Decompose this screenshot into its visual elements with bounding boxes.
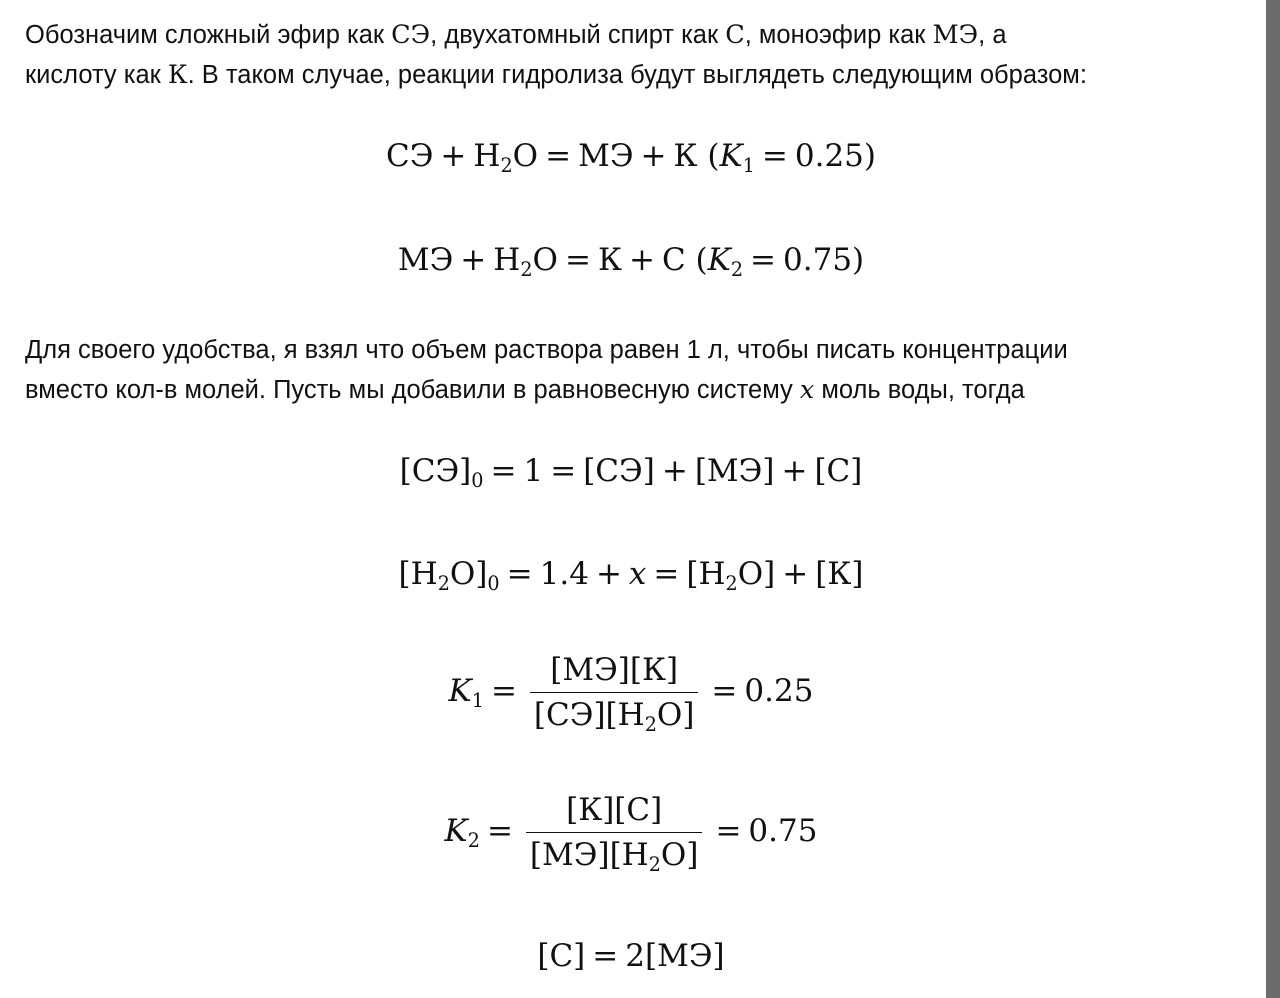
math-token: (	[695, 242, 708, 278]
math-token: H	[493, 242, 521, 278]
math-token: +	[782, 556, 809, 592]
assumption-line-1: Для своего удобства, я взял что объем раствора равен 1 л, чтобы писать концентрации	[25, 336, 1068, 364]
math-token: [К]	[815, 556, 864, 592]
equation-hydrolysis-2	[0, 242, 1262, 281]
math-token: [С]	[537, 938, 586, 974]
math-token: 0	[471, 468, 484, 492]
math-token: 2	[648, 852, 661, 876]
math-token: O	[532, 242, 558, 278]
math-token: 2	[467, 828, 480, 852]
math-token: [СЭ]	[583, 453, 655, 489]
math-token: 1	[523, 453, 544, 489]
fraction-k1	[530, 652, 699, 736]
math-token: =	[750, 242, 777, 278]
math-token: =	[564, 242, 591, 278]
equation-alcohol-monoester-ratio	[0, 938, 1262, 974]
intro-text: . В таком случае, реакции гидролиза будут выглядеть следующим образом:	[187, 61, 1087, 89]
assumption-paragraph	[25, 330, 1259, 410]
math-token: O]	[449, 556, 488, 592]
math-token: =	[490, 673, 517, 709]
math-token: 0.25	[744, 673, 814, 709]
math-token: =	[761, 138, 788, 174]
math-token: +	[661, 453, 688, 489]
equation-hydrolysis-1	[0, 138, 1262, 177]
math-token: К	[597, 242, 622, 278]
fraction-denominator	[526, 833, 703, 876]
math-token: 2	[625, 938, 645, 974]
intro-text: , двухатомный спирт как	[430, 21, 726, 49]
assumption-line-2	[25, 370, 1259, 410]
fraction-numerator: [МЭ][К]	[530, 652, 699, 693]
math-ester: СЭ	[391, 20, 431, 50]
math-token: 1.4	[539, 556, 589, 592]
math-token: =	[592, 938, 619, 974]
math-token: x	[628, 556, 647, 592]
math-variable-x: x	[799, 375, 815, 405]
math-token: =	[711, 673, 738, 709]
math-token: O	[512, 138, 539, 174]
math-token: =	[653, 556, 680, 592]
fraction-k2	[526, 792, 703, 876]
equation-k1-expression	[0, 652, 1262, 736]
math-token: K	[448, 673, 472, 709]
math-token: =	[715, 813, 742, 849]
math-token: O]	[737, 556, 776, 592]
math-token: 1	[471, 688, 484, 712]
math-token: [МЭ][H	[529, 837, 649, 873]
assumption-text: вместо кол-в молей. Пусть мы добавили в равновесную систему	[25, 376, 800, 404]
math-token: СЭ	[385, 138, 434, 174]
math-token: O]	[660, 837, 699, 873]
fraction-numerator: [К][С]	[526, 792, 703, 833]
math-alcohol: С	[725, 20, 745, 50]
math-token: 1	[742, 153, 755, 177]
math-token: H	[473, 138, 501, 174]
math-token: 2	[520, 257, 533, 281]
intro-line-1	[25, 15, 1259, 55]
equation-water-balance	[0, 556, 1262, 595]
math-token: =	[550, 453, 577, 489]
math-token: [С]	[814, 453, 863, 489]
math-token: С	[661, 242, 686, 278]
math-token: [МЭ]	[694, 453, 775, 489]
math-token: K	[719, 138, 743, 174]
math-monoester: МЭ	[932, 20, 979, 50]
math-token: +	[640, 138, 667, 174]
math-token: [МЭ]	[644, 938, 725, 974]
math-token: +	[440, 138, 467, 174]
math-token: [СЭ]	[399, 453, 472, 489]
math-token: 0	[487, 571, 500, 595]
math-token: =	[490, 453, 517, 489]
intro-text: кислоту как	[25, 61, 168, 89]
math-token: МЭ	[397, 242, 454, 278]
equation-ester-balance	[0, 453, 1262, 492]
math-token: =	[545, 138, 572, 174]
math-token: K	[707, 242, 731, 278]
math-token: =	[486, 813, 513, 849]
math-token: К	[673, 138, 698, 174]
math-token: 2	[437, 571, 450, 595]
intro-text: , моноэфир как	[744, 21, 933, 49]
equation-k2-expression	[0, 792, 1262, 876]
fraction-denominator	[530, 693, 699, 736]
math-token: 2	[644, 712, 657, 736]
intro-line-2	[25, 55, 1259, 95]
math-token: 0.25	[794, 138, 864, 174]
assumption-text: моль воды, тогда	[814, 376, 1025, 404]
math-token: O]	[656, 697, 695, 733]
math-token: [H	[398, 556, 438, 592]
math-token: +	[595, 556, 622, 592]
intro-text: Обозначим сложный эфир как	[25, 21, 392, 49]
intro-paragraph	[25, 15, 1259, 95]
math-token: )	[863, 138, 877, 174]
math-token: [H	[686, 556, 726, 592]
math-token: K	[444, 813, 468, 849]
math-token: 0.75	[783, 242, 853, 278]
math-token: 0.75	[748, 813, 818, 849]
intro-text: , а	[978, 21, 1007, 49]
math-token: МЭ	[578, 138, 634, 174]
math-token: (	[707, 138, 720, 174]
math-token: +	[460, 242, 487, 278]
math-token: +	[781, 453, 808, 489]
math-token: +	[628, 242, 655, 278]
vertical-scrollbar[interactable]	[1266, 0, 1280, 998]
math-token: )	[852, 242, 865, 278]
math-token: [СЭ][H	[533, 697, 645, 733]
math-token: =	[506, 556, 533, 592]
math-token: 2	[730, 257, 744, 281]
math-token: 2	[500, 153, 513, 177]
math-token: 2	[725, 571, 738, 595]
math-acid: К	[167, 60, 188, 90]
